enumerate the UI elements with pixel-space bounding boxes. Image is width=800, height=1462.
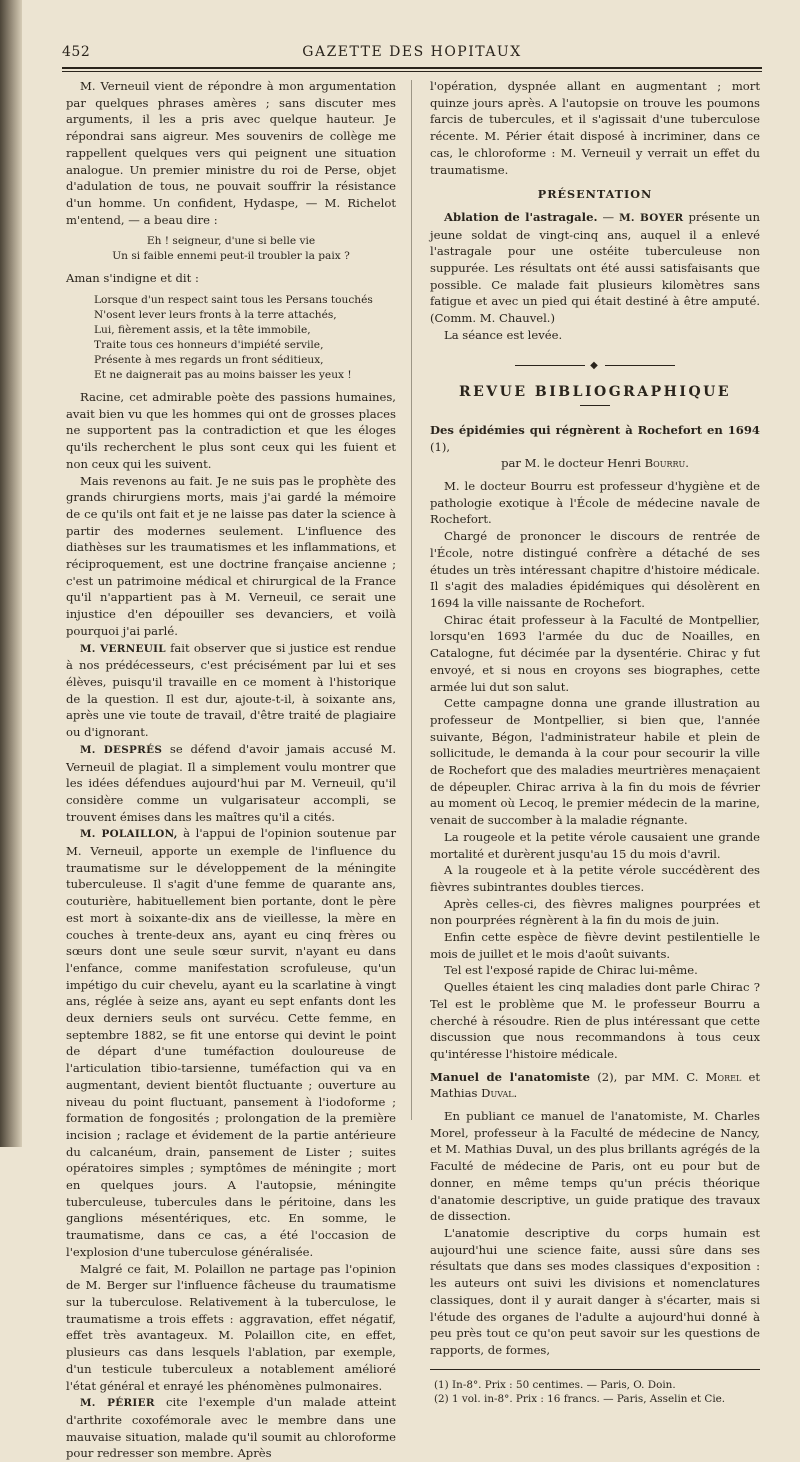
book-ref: (2), par MM. C. [590,1069,706,1084]
section-ornament: ◆ [430,358,760,375]
speaker-name: M. PÉRIER [80,1397,155,1410]
paragraph: La rougeole et la petite vérole causaient une grande mortalité et durèrent jusqu'au 15 du mois d'avril. [430,829,760,861]
ornament-line [515,365,585,366]
speaker-text: se défend d'avoir jamais accusé M. Verneuil de plagiat. Il a simplement voulu montrer que les idées défendues aujourd'hui par M. Verneuil, qu'il considère comme un vulgarisateur accompli, se trouvent émises dans les maîtres qu'il a cités. [66,741,396,824]
page-number: 452 [62,44,91,60]
paragraph: L'anatomie descriptive du corps humain est aujourd'hui une science faite, aussi sûre dans ses résultats que dans ses modes classiques d'exposition : les auteurs ont suivi les divisions et nomenclatures classiques, dont il y aurait danger à s'écarter, mais si l'étude des organes de l'adulte a aujourd'hui donné à peu près tout ce qu'on peut savoir sur les questions de rapports, de formes, [430,1226,760,1357]
footnote: (1) In-8°. Prix : 50 centimes. — Paris, O. Doin. [434,1378,676,1391]
verse-line: Lui, fièrement assis, et la tête immobile, [94,324,311,337]
page-header [62,44,762,64]
section-heading-presentation: PRÉSENTATION [537,187,653,202]
paragraph: A la rougeole et à la petite vérole succédèrent des fièvres subintrantes doubles tierces. [430,863,760,894]
paragraph: En publiant ce manuel de l'anatomiste, M. Charles Morel, professeur à la Faculté de médecine de Nancy, et M. Mathias Duval, un des plus brillants agrégés de la Faculté de médecine de Paris, ont eu pour but de donner, en même temps qu'un précis théorique d'anatomie descriptive, un guide pratique des travaux de dissection. [430,1109,760,1224]
author-join: et Mathias [430,1069,760,1101]
right-column [430,78,760,1407]
paragraph: Racine, cet admirable poète des passions humaines, avait bien vu que les hommes qui ont de grosses places ne supportent pas la contradiction et que les éloges qu'ils recherchent le plus sont ceux qui les fuient et non ceux qui les suivent. [66,390,396,471]
ornament-line [605,365,675,366]
paragraph: Aman s'indigne et dit : [66,271,199,286]
verse-line: Et ne daignerait pas au moins baisser les yeux ! [94,369,352,382]
paragraph: Chargé de prononcer le discours de rentrée de l'École, notre distingué confrère a détaché de ses études un très intéressant chapitre d'histoire médicale. Il s'agit des maladies épidémiques qui désolèrent en 1694 la ville naissante de Rochefort. [430,529,760,610]
paragraph: l'opération, dyspnée allant en augmentant ; mort quinze jours après. A l'autopsie on trouve les poumons farcis de tubercules, et il s'agissait d'une tuberculose récente. M. Périer était disposé à incriminer, dans ce cas, le chloroforme : M. Verneuil y verrait un effet du traumatisme. [430,79,760,177]
left-column [66,78,396,1462]
presentation-title: Ablation de l'astragale. [444,209,598,224]
paragraph: Quelles étaient les cinq maladies dont parle Chirac ? Tel est le problème que M. le professeur Bourru a cherché à résoudre. Rien de plus intéressant que cette discussion que nous recommandons à tous ceux qu'intéresse l'histoire médicale. [430,980,760,1061]
verse-quote-2 [94,293,396,383]
speaker-paragraph [66,741,396,826]
footnote-ref: (1), [430,439,451,454]
book-title-text: Manuel de l'anatomiste [430,1069,591,1084]
book-title [430,422,760,455]
footnote-rule [430,1369,760,1370]
footnote: (2) 1 vol. in-8°. Prix : 16 francs. — Paris, Asselin et Cie. [434,1393,726,1406]
speaker-text: présente un jeune soldat de vingt-cinq ans, auquel il a enlevé l'astragale pour une ostéite tuberculeuse non suppurée. Les résultats ont été aussi satisfaisants que possible. Ce malade fait plusieurs kilomètres sans fatigue et avec un pied qui était destiné à être amputé. (Comm. M. Chauvel.) [430,209,761,326]
column-divider [411,80,412,1120]
book-title-2 [430,1069,760,1102]
heading-underline [580,405,610,406]
author-name: Morel [705,1069,742,1084]
speaker-paragraph [66,640,396,741]
speaker-name: M. VERNEUIL [80,642,166,655]
verse-line: Un si faible ennemi peut-il troubler la paix ? [112,250,350,263]
verse-line: Eh ! seigneur, d'une si belle vie [146,235,316,248]
author-name: Duval. [481,1086,518,1101]
verse-line: Présente à mes regards un front séditieux, [94,354,324,367]
speaker-text: à l'appui de l'opinion soutenue par M. Verneuil, apporte un exemple de l'influence du traumatisme sur le développement de la méningite tuberculeuse. Il s'agit d'une femme de quarante ans, couturière, habituellement bien portante, dont le père est mort à soixante-dix ans de vieillesse, la mère en couches à trente-deux ans, ayant eu cinq frères ou sœurs dont une seule sœur survit, n'ayant eu dans l'enfance, comme manifestation scrofuleuse, qu'un impétigo du cuir chevelu, ayant eu la scarlatine à vingt ans, réglée à seize ans, ayant eu sept enfants dont les deux derniers seuls ont survécu. Cette femme, en septembre 1882, se fit une entorse qui devint le point de départ d'une tuméfaction douloureuse de l'articulation tibio-tarsienne, tuméfaction qui va en augmentant, devient bientôt fluctuante ; ouverture au niveau du point fluctuant, pansement à l'iodoforme ; formation de fongosités ; prolongation de la première incision ; raclage et évidement de la partie antérieure du calcanéum, drain, pansement de Lister ; suites opératoires simples ; symptômes de méningite ; mort en quelques jours. A l'autopsie, méningite tuberculeuse, tubercules dans le péritoine, dans les ganglions mésentériques, etc. En somme, le traumatisme, dans ce cas, a été l'occasion de l'explosion d'une tuberculose généralisée. [66,826,396,1259]
paragraph: Cette campagne donna une grande illustration au professeur de Montpellier, si bien que, l'année suivante, Bégon, l'administrateur habile et plein de sollicitude, le demanda à la cour pour secourir la ville de Rochefort que des maladies meurtrières menaçaient de dépeupler. Chirac arriva à la fin du mois de février au moment où Lecoq, le premier médecin de la marine, venait de succomber à la maladie régnante. [430,696,760,828]
book-author [430,455,760,472]
paragraph: Tel est l'exposé rapide de Chirac lui-même. [444,963,698,978]
running-title: GAZETTE DES HOPITAUX [302,44,522,60]
section-heading-revue: REVUE BIBLIOGRAPHIQUE [458,384,732,401]
speaker-text: cite l'exemple d'un malade atteint d'arthrite coxofémorale avec le membre dans une mauvaise situation, malade qu'il soumit au chloroforme pour redresser son membre. Après [66,1395,396,1461]
paragraph: Après celles-ci, des fièvres malignes pourprées et non pourprées régnèrent à la fin du mois de juin. [430,896,760,928]
header-rule-thick [62,67,762,69]
speaker-name: M. DESPRÉS [80,743,163,756]
paragraph: La séance est levée. [444,327,563,342]
verse-line: N'osent lever leurs fronts à la terre attachés, [94,309,337,322]
presentation-paragraph [430,209,760,327]
header-rule-thin [62,71,762,72]
speaker-paragraph [66,825,396,1260]
paragraph: Mais revenons au fait. Je ne suis pas le prophète des grands chirurgiens morts, mais j'ai gardé la mémoire de ce qu'ils ont fait et je ne laisse pas dater la science à partir des modernes seulement. L'influence des diathèses sur les traumatismes et les inflammations, et réciproquement, est une doctrine française ancienne ; c'est un patrimoine médical et chirurgical de la France qu'il n'appartient pas à M. Verneuil, ce serait une injustice d'en dépouiller ses devanciers, et voilà pourquoi j'ai parlé. [66,473,396,638]
binding-gutter [0,0,22,1147]
author-name: Bourru. [644,456,689,471]
paragraph: Enfin cette espèce de fièvre devint pestilentielle le mois de juillet et le mois d'août suivants. [430,930,760,961]
speaker-name: M. BOYER [619,211,684,224]
paragraph: M. le docteur Bourru est professeur d'hygiène et de pathologie exotique à l'École de médecine navale de Rochefort. [430,479,760,527]
book-title-text: Des épidémies qui régnèrent à Rochefort en 1694 [430,422,760,437]
speaker-text: fait observer que si justice est rendue à nos prédécesseurs, c'est précisément par lui et ses élèves, puisqu'il travaille en ce moment à l'historique de la question. Il est dur, ajoute-t-il, à soixante ans, après une vie toute de travail, d'être traité de plagiaire ou d'ignorant. [66,640,396,740]
verse-line: Traite tous ces honneurs d'impiété servile, [94,339,324,352]
dash: — [597,209,620,224]
speaker-name: M. POLAILLON, [80,828,178,841]
author-prefix: par M. le docteur Henri [501,456,645,471]
verse-line: Lorsque d'un respect saint tous les Persans touchés [94,294,373,307]
paragraph: Malgré ce fait, M. Polaillon ne partage pas l'opinion de M. Berger sur l'influence fâcheuse du traumatisme sur la tuberculose. Relativement à la tuberculose, le traumatisme a trois effets : aggravation, effet négatif, effet très avantageux. M. Polaillon cite, en effet, plusieurs cas dans lesquels l'ablation, par exemple, d'un testicule tuberculeux a notablement amélioré l'état général et enrayé les phénomènes pulmonaires. [66,1261,396,1393]
verse-quote-1 [66,234,396,264]
paragraph: Chirac était professeur à la Faculté de Montpellier, lorsqu'en 1693 l'armée du duc de Noailles, en Catalogne, fut décimée par la dysentérie. Chirac y fut envoyé, et si nous en croyons ses biographes, cette armée lui dut son salut. [430,612,760,694]
paragraph: M. Verneuil vient de répondre à mon argumentation par quelques phrases amères ; sans discuter mes arguments, il les a pris avec quelque hauteur. Je répondrai sans aigreur. Mes souvenirs de collège me rappellent quelques vers qui peignent une situation analogue. Un premier ministre du roi de Perse, objet d'adulation de tous, ne pouvait souffrir la résistance d'un homme. Un confident, Hydaspe, — M. Richelot m'entend, — a beau dire : [66,79,396,227]
speaker-paragraph [66,1394,396,1462]
